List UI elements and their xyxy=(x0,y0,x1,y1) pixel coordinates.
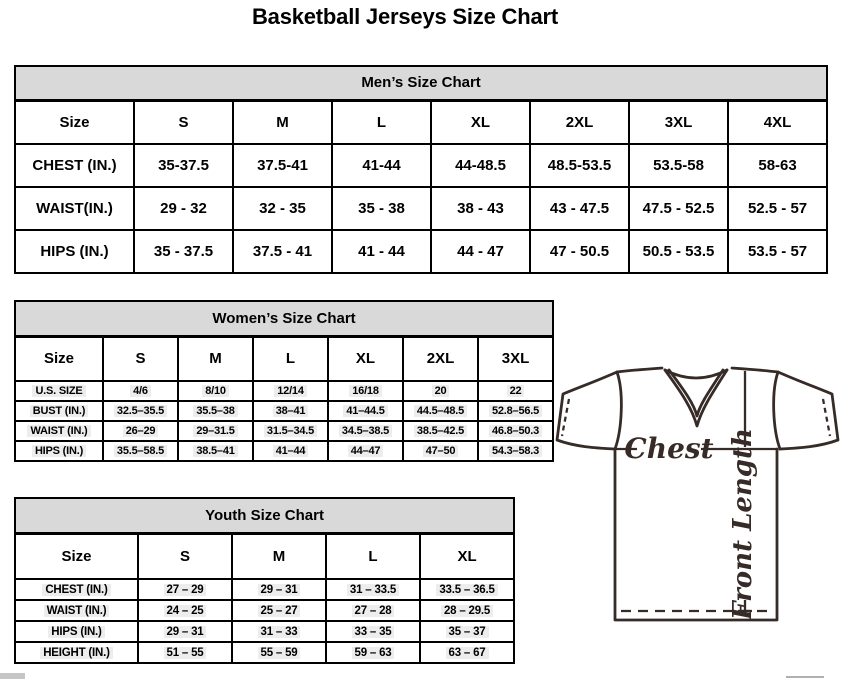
size-value-cell xyxy=(253,441,328,461)
column-header: Size xyxy=(15,533,138,579)
row-label xyxy=(15,642,138,663)
cell-text: 33 – 35 xyxy=(352,626,395,638)
table-row xyxy=(15,579,514,600)
size-value-cell xyxy=(326,600,420,621)
size-value-cell xyxy=(326,642,420,663)
youth-table-title: Youth Size Chart xyxy=(15,498,514,533)
cell-text: 31 – 33 xyxy=(258,626,301,638)
scrollbar-fragment-left[interactable] xyxy=(0,673,25,679)
size-value-cell xyxy=(178,381,253,401)
size-value-cell: 35 - 37.5 xyxy=(134,230,233,273)
size-value-cell xyxy=(103,401,178,421)
cell-text: 29–31.5 xyxy=(193,425,237,437)
size-value-cell xyxy=(103,441,178,461)
table-row xyxy=(15,301,553,336)
size-value-cell xyxy=(232,642,326,663)
table-row xyxy=(15,381,553,401)
cell-text: 44–47 xyxy=(348,445,384,457)
cell-text: 63 – 67 xyxy=(446,647,489,659)
size-value-cell xyxy=(326,621,420,642)
size-value-cell xyxy=(253,381,328,401)
column-header: M xyxy=(232,533,326,579)
size-value-cell: 38 - 43 xyxy=(431,187,530,230)
column-header: L xyxy=(332,100,431,144)
table-row xyxy=(15,401,553,421)
cell-text: 31.5–34.5 xyxy=(264,425,317,437)
cell-text: 4/6 xyxy=(130,385,151,397)
row-label xyxy=(15,621,138,642)
row-label: HIPS (IN.) xyxy=(15,230,134,273)
table-row xyxy=(15,100,827,144)
cell-text: 27 – 29 xyxy=(164,584,207,596)
size-value-cell xyxy=(420,642,514,663)
row-label xyxy=(15,600,138,621)
table-row xyxy=(15,230,827,273)
row-label xyxy=(15,381,103,401)
size-value-cell xyxy=(328,421,403,441)
column-header: S xyxy=(134,100,233,144)
cell-text: 34.5–38.5 xyxy=(339,425,392,437)
row-label xyxy=(15,441,103,461)
cell-text: HIPS (IN.) xyxy=(48,626,104,638)
table-row xyxy=(15,621,514,642)
size-value-cell xyxy=(232,579,326,600)
column-header: XL xyxy=(420,533,514,579)
size-value-cell xyxy=(253,421,328,441)
column-header: M xyxy=(178,336,253,381)
size-value-cell xyxy=(138,621,232,642)
size-value-cell: 37.5 - 41 xyxy=(233,230,332,273)
size-value-cell xyxy=(103,421,178,441)
mens-size-table xyxy=(14,65,828,274)
size-value-cell xyxy=(403,421,478,441)
size-value-cell: 48.5-53.5 xyxy=(530,144,629,187)
cell-text: 35 – 37 xyxy=(446,626,489,638)
size-value-cell xyxy=(178,401,253,421)
size-value-cell xyxy=(178,441,253,461)
cell-text: 41–44 xyxy=(273,445,309,457)
size-value-cell: 50.5 - 53.5 xyxy=(629,230,728,273)
size-value-cell: 41-44 xyxy=(332,144,431,187)
cell-text: 38.5–41 xyxy=(193,445,237,457)
size-value-cell xyxy=(478,381,553,401)
column-header: L xyxy=(253,336,328,381)
cell-text: 54.3–58.3 xyxy=(489,445,542,457)
size-value-cell: 43 - 47.5 xyxy=(530,187,629,230)
size-value-cell: 53.5 - 57 xyxy=(728,230,827,273)
size-value-cell xyxy=(232,600,326,621)
size-value-cell: 53.5-58 xyxy=(629,144,728,187)
size-value-cell: 47.5 - 52.5 xyxy=(629,187,728,230)
cell-text: HEIGHT (IN.) xyxy=(40,647,113,659)
size-value-cell: 44 - 47 xyxy=(431,230,530,273)
size-value-cell xyxy=(138,642,232,663)
row-label: CHEST (IN.) xyxy=(15,144,134,187)
size-value-cell xyxy=(478,441,553,461)
size-value-cell xyxy=(253,401,328,421)
size-value-cell xyxy=(403,381,478,401)
size-value-cell xyxy=(420,600,514,621)
cell-text: 8/10 xyxy=(202,385,229,397)
cell-text: 33.5 – 36.5 xyxy=(436,584,497,596)
cell-text: 47–50 xyxy=(423,445,459,457)
cell-text: 24 – 25 xyxy=(164,605,207,617)
size-value-cell xyxy=(138,579,232,600)
size-value-cell: 29 - 32 xyxy=(134,187,233,230)
row-label xyxy=(15,421,103,441)
cell-text: 59 – 63 xyxy=(352,647,395,659)
column-header: 2XL xyxy=(403,336,478,381)
column-header: Size xyxy=(15,336,103,381)
scrollbar-fragment-right[interactable] xyxy=(786,676,824,678)
cell-text: 52.8–56.5 xyxy=(489,405,542,417)
size-value-cell: 37.5-41 xyxy=(233,144,332,187)
size-value-cell: 35 - 38 xyxy=(332,187,431,230)
cell-text: 35.5–58.5 xyxy=(114,445,167,457)
cell-text: 55 – 59 xyxy=(258,647,301,659)
table-row xyxy=(15,441,553,461)
mens-table-title: Men’s Size Chart xyxy=(15,66,827,100)
size-value-cell: 58-63 xyxy=(728,144,827,187)
cell-text: 31 – 33.5 xyxy=(347,584,399,596)
cell-text: U.S. SIZE xyxy=(32,385,85,397)
column-header: 2XL xyxy=(530,100,629,144)
size-value-cell: 32 - 35 xyxy=(233,187,332,230)
womens-table-title: Women’s Size Chart xyxy=(15,301,553,336)
size-value-cell xyxy=(328,401,403,421)
column-header: XL xyxy=(431,100,530,144)
column-header: XL xyxy=(328,336,403,381)
column-header: 4XL xyxy=(728,100,827,144)
cell-text: 27 – 28 xyxy=(352,605,395,617)
size-value-cell xyxy=(420,621,514,642)
size-value-cell xyxy=(478,401,553,421)
cell-text: 29 – 31 xyxy=(258,584,301,596)
table-row xyxy=(15,336,553,381)
cell-text: BUST (IN.) xyxy=(30,405,88,417)
size-value-cell: 52.5 - 57 xyxy=(728,187,827,230)
cell-text: 12/14 xyxy=(274,385,307,397)
size-value-cell xyxy=(403,401,478,421)
column-header: S xyxy=(103,336,178,381)
row-label xyxy=(15,579,138,600)
row-label xyxy=(15,401,103,421)
cell-text: 20 xyxy=(432,385,450,397)
size-value-cell xyxy=(403,441,478,461)
chest-measurement-label: Chest xyxy=(624,432,714,465)
size-value-cell xyxy=(138,600,232,621)
youth-size-table xyxy=(14,497,515,664)
table-row xyxy=(15,144,827,187)
size-value-cell xyxy=(328,381,403,401)
table-row xyxy=(15,421,553,441)
jersey-outline xyxy=(557,368,838,620)
cell-text: 28 – 29.5 xyxy=(441,605,493,617)
cell-text: 22 xyxy=(507,385,525,397)
table-row xyxy=(15,600,514,621)
front-length-measurement-label: Front Length xyxy=(728,428,758,620)
womens-size-table xyxy=(14,300,554,462)
size-value-cell xyxy=(178,421,253,441)
size-value-cell xyxy=(326,579,420,600)
size-value-cell xyxy=(103,381,178,401)
cell-text: 26–29 xyxy=(123,425,159,437)
cell-text: 46.8–50.3 xyxy=(489,425,542,437)
cell-text: 44.5–48.5 xyxy=(414,405,467,417)
cell-text: 16/18 xyxy=(349,385,382,397)
size-value-cell: 41 - 44 xyxy=(332,230,431,273)
table-row xyxy=(15,642,514,663)
size-value-cell: 44-48.5 xyxy=(431,144,530,187)
cell-text: CHEST (IN.) xyxy=(42,584,110,596)
table-row xyxy=(15,187,827,230)
size-value-cell xyxy=(328,441,403,461)
cell-text: 41–44.5 xyxy=(343,405,387,417)
column-header: S xyxy=(138,533,232,579)
cell-text: WAIST (IN.) xyxy=(44,605,110,617)
cell-text: 38.5–42.5 xyxy=(414,425,467,437)
size-value-cell: 47 - 50.5 xyxy=(530,230,629,273)
cell-text: 29 – 31 xyxy=(164,626,207,638)
table-row xyxy=(15,498,514,533)
cell-text: 51 – 55 xyxy=(164,647,207,659)
cell-text: 38–41 xyxy=(273,405,309,417)
size-value-cell xyxy=(478,421,553,441)
size-value-cell xyxy=(232,621,326,642)
cell-text: HIPS (IN.) xyxy=(32,445,86,457)
cell-text: 35.5–38 xyxy=(193,405,237,417)
column-header: Size xyxy=(15,100,134,144)
column-header: 3XL xyxy=(478,336,553,381)
size-value-cell xyxy=(420,579,514,600)
column-header: 3XL xyxy=(629,100,728,144)
column-header: M xyxy=(233,100,332,144)
column-header: L xyxy=(326,533,420,579)
jersey-seam-dashes xyxy=(562,399,830,611)
row-label: WAIST(IN.) xyxy=(15,187,134,230)
cell-text: 32.5–35.5 xyxy=(114,405,167,417)
cell-text: WAIST (IN.) xyxy=(27,425,90,437)
table-row xyxy=(15,66,827,100)
page-title: Basketball Jerseys Size Chart xyxy=(251,4,559,29)
cell-text: 25 – 27 xyxy=(258,605,301,617)
jersey-diagram xyxy=(545,352,843,652)
table-row xyxy=(15,533,514,579)
size-value-cell: 35-37.5 xyxy=(134,144,233,187)
